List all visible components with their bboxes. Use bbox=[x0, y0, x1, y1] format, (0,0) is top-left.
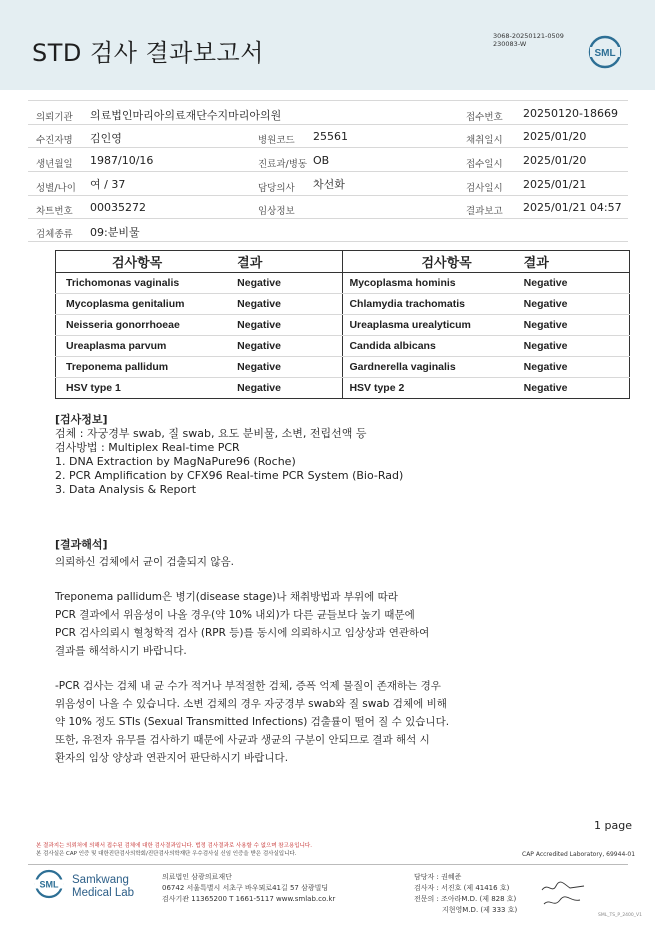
test-result: Negative bbox=[524, 378, 630, 399]
test-item: Trichomonas vaginalis bbox=[56, 273, 238, 294]
specimen-value: 09:분비물 bbox=[90, 226, 140, 239]
test-info-line: 2. PCR Amplification by CFX96 Real-time PCR System (Bio-Rad) bbox=[55, 469, 404, 482]
svg-text:SML: SML bbox=[39, 879, 59, 890]
interpretation-line: -PCR 검사는 검체 내 균 수가 적거나 부적절한 검체, 증폭 억제 물질이 존재하는 경우 bbox=[55, 680, 441, 692]
test-item: HSV type 1 bbox=[56, 378, 238, 399]
test-info-heading: [검사정보] bbox=[55, 413, 108, 426]
address-line: 의료법인 삼광의료재단 bbox=[162, 873, 232, 881]
sex-age-label: 성별/나이 bbox=[36, 183, 76, 194]
test-item: Treponema pallidum bbox=[56, 357, 238, 378]
dob-label: 생년월일 bbox=[36, 159, 73, 170]
test-info bbox=[55, 413, 403, 497]
test-result: Negative bbox=[237, 336, 343, 357]
address-line: 검사기관 11365200 T 1661-5117 www.smlab.co.kr bbox=[162, 895, 336, 903]
disclaimer: 본 검사실은 CAP 인증 및 대한진단검사의학회/진단검사의학재단 우수검사실 신임 인증을 받은 검사실입니다. bbox=[36, 851, 297, 857]
collect-date-value: 2025/01/20 bbox=[523, 130, 587, 143]
test-result: Negative bbox=[237, 357, 343, 378]
ward-code-value: 25561 bbox=[313, 130, 348, 143]
receive-date-value: 2025/01/20 bbox=[523, 154, 587, 167]
report-date-value: 2025/01/21 04:57 bbox=[523, 201, 622, 214]
results-table bbox=[55, 250, 630, 399]
barcode-ids bbox=[493, 32, 564, 48]
results-header-row bbox=[56, 251, 630, 273]
test-result: Negative bbox=[524, 357, 630, 378]
test-info-line: 3. Data Analysis & Report bbox=[55, 483, 197, 496]
interpretation-line: 위음성이 나올 수 있습니다. 소변 검체의 경우 자궁경부 swab와 질 swab 검체에 비해 bbox=[55, 698, 447, 710]
test-date-value: 2025/01/21 bbox=[523, 178, 587, 191]
ward-code-label: 병원코드 bbox=[258, 135, 295, 146]
table-row bbox=[56, 336, 630, 357]
page-title: STD 검사 결과보고서 bbox=[32, 39, 264, 67]
test-item: HSV type 2 bbox=[343, 378, 524, 399]
specimen-label: 검체종류 bbox=[36, 229, 73, 240]
staff-line: 담당자 : 권혜준 bbox=[414, 873, 462, 881]
interpretation-body bbox=[55, 553, 449, 767]
test-result: Negative bbox=[237, 273, 343, 294]
table-row bbox=[56, 294, 630, 315]
test-info-line: 검체 : 자궁경부 swab, 질 swab, 요도 분비물, 소변, 전립선액 등 bbox=[55, 427, 367, 440]
test-item: Neisseria gonorrhoeae bbox=[56, 315, 238, 336]
divider bbox=[28, 171, 628, 172]
table-row bbox=[56, 378, 630, 399]
report-date-label: 결과보고 bbox=[466, 206, 503, 217]
divider bbox=[28, 100, 628, 101]
interpretation-line: 환자의 임상 양상과 연관지어 판단하시기 바랍니다. bbox=[55, 752, 289, 764]
table-row bbox=[56, 273, 630, 294]
dob-value: 1987/10/16 bbox=[90, 154, 154, 167]
interpretation-line: PCR 검사의뢰시 혈청학적 검사 (RPR 등)를 동시에 의뢰하시고 임상상과 연관하여 bbox=[55, 627, 430, 639]
test-date-label: 검사일시 bbox=[466, 183, 503, 194]
page-number: 1 page bbox=[594, 819, 632, 832]
test-item: Ureaplasma parvum bbox=[56, 336, 238, 357]
test-item: Chlamydia trachomatis bbox=[343, 294, 524, 315]
interpretation-line: PCR 결과에서 위음성이 나올 경우(약 10% 내외)가 다른 균들보다 높기 때문에 bbox=[55, 609, 415, 621]
interpretation-heading: [결과해석] bbox=[55, 538, 108, 551]
test-info-line: 1. DNA Extraction by MagNaPure96 (Roche) bbox=[55, 455, 296, 468]
interpretation-line: 또한, 유전자 유무를 검사하기 때문에 사균과 생균의 구분이 안되므로 결과 해석 시 bbox=[55, 734, 430, 746]
report-header bbox=[0, 0, 655, 90]
institution-value: 의료법인마리아의료재단수지마리아의원 bbox=[90, 109, 282, 122]
brand-line-1: Samkwang bbox=[72, 874, 129, 886]
test-item: Candida albicans bbox=[343, 336, 524, 357]
interpretation-heading-wrap bbox=[55, 538, 108, 552]
test-result: Negative bbox=[524, 294, 630, 315]
table-row bbox=[56, 357, 630, 378]
test-result: Negative bbox=[524, 336, 630, 357]
test-item: Mycoplasma hominis bbox=[343, 273, 524, 294]
barcode-id-1: 3068-20250121-0509 bbox=[493, 32, 564, 40]
svg-text:SML: SML bbox=[594, 48, 616, 59]
disclaimer-red: 본 결과지는 의뢰처에 의해서 접수된 검체에 대한 검사결과입니다. 법정 검사결과로 사용할 수 없으며 참고용입니다. bbox=[36, 843, 312, 849]
sex-age-value: 여 / 37 bbox=[90, 178, 126, 191]
interpretation-line: 결과를 해석하시기 바랍니다. bbox=[55, 645, 187, 657]
signature-icon bbox=[540, 880, 588, 910]
test-result: Negative bbox=[237, 294, 343, 315]
col-result-header: 결과 bbox=[524, 251, 630, 273]
sml-logo-icon bbox=[34, 869, 64, 899]
test-item: Mycoplasma genitalium bbox=[56, 294, 238, 315]
collect-date-label: 채취일시 bbox=[466, 135, 503, 146]
cap-accreditation: CAP Accredited Laboratory, 69944-01 bbox=[522, 851, 636, 858]
divider bbox=[28, 241, 628, 242]
staff-line: 검사자 : 서진호 (제 41416 호) bbox=[414, 884, 510, 892]
interpretation-line: 의뢰하신 검체에서 균이 검출되지 않음. bbox=[55, 556, 234, 568]
footer-divider bbox=[28, 864, 628, 865]
form-code: SML_TS_P_2400_V1 bbox=[598, 913, 642, 918]
test-result: Negative bbox=[524, 315, 630, 336]
clinical-label: 임상정보 bbox=[258, 206, 295, 217]
test-item: Ureaplasma urealyticum bbox=[343, 315, 524, 336]
test-item: Gardnerella vaginalis bbox=[343, 357, 524, 378]
staff-line: 지현영M.D. (제 333 호) bbox=[442, 906, 518, 914]
col-item-header: 검사항목 bbox=[56, 251, 238, 273]
staff-line: 전문의 : 조아라M.D. (제 828 호) bbox=[414, 895, 517, 903]
divider bbox=[28, 195, 628, 196]
brand-name bbox=[72, 874, 134, 900]
interpretation-line: 약 10% 정도 STIs (Sexual Transmitted Infections) 검출률이 떨어 질 수 있습니다. bbox=[55, 716, 450, 728]
test-result: Negative bbox=[524, 273, 630, 294]
dept-label: 진료과/병동 bbox=[258, 159, 308, 170]
receipt-no-label: 접수번호 bbox=[466, 112, 503, 123]
interpretation-line: Treponema pallidum은 병기(disease stage)나 채취방법과 부위에 따라 bbox=[55, 591, 398, 603]
examinee-value: 김인영 bbox=[90, 132, 122, 145]
lab-address bbox=[162, 872, 335, 905]
examinee-label: 수진자명 bbox=[36, 135, 73, 146]
receive-date-label: 접수일시 bbox=[466, 159, 503, 170]
sml-logo-icon bbox=[588, 35, 622, 69]
test-result: Negative bbox=[237, 315, 343, 336]
brand-line-2: Medical Lab bbox=[72, 887, 135, 899]
institution-label: 의뢰기관 bbox=[36, 112, 73, 123]
col-item-header: 검사항목 bbox=[343, 251, 524, 273]
barcode-id-2: 230083-W bbox=[493, 40, 527, 48]
divider bbox=[28, 124, 628, 125]
chart-no-value: 00035272 bbox=[90, 201, 146, 214]
doctor-value: 차선화 bbox=[313, 178, 345, 191]
test-result: Negative bbox=[237, 378, 343, 399]
col-result-header: 결과 bbox=[237, 251, 343, 273]
divider bbox=[28, 218, 628, 219]
table-row bbox=[56, 315, 630, 336]
receipt-no-value: 20250120-18669 bbox=[523, 107, 618, 120]
test-info-line: 검사방법 : Multiplex Real-time PCR bbox=[55, 441, 240, 454]
dept-value: OB bbox=[313, 154, 330, 167]
doctor-label: 담당의사 bbox=[258, 183, 295, 194]
lab-staff bbox=[414, 872, 517, 916]
divider bbox=[28, 147, 628, 148]
address-line: 06742 서울특별시 서초구 바우뫼로41길 57 삼광빌딩 bbox=[162, 884, 329, 892]
chart-no-label: 차트번호 bbox=[36, 206, 73, 217]
